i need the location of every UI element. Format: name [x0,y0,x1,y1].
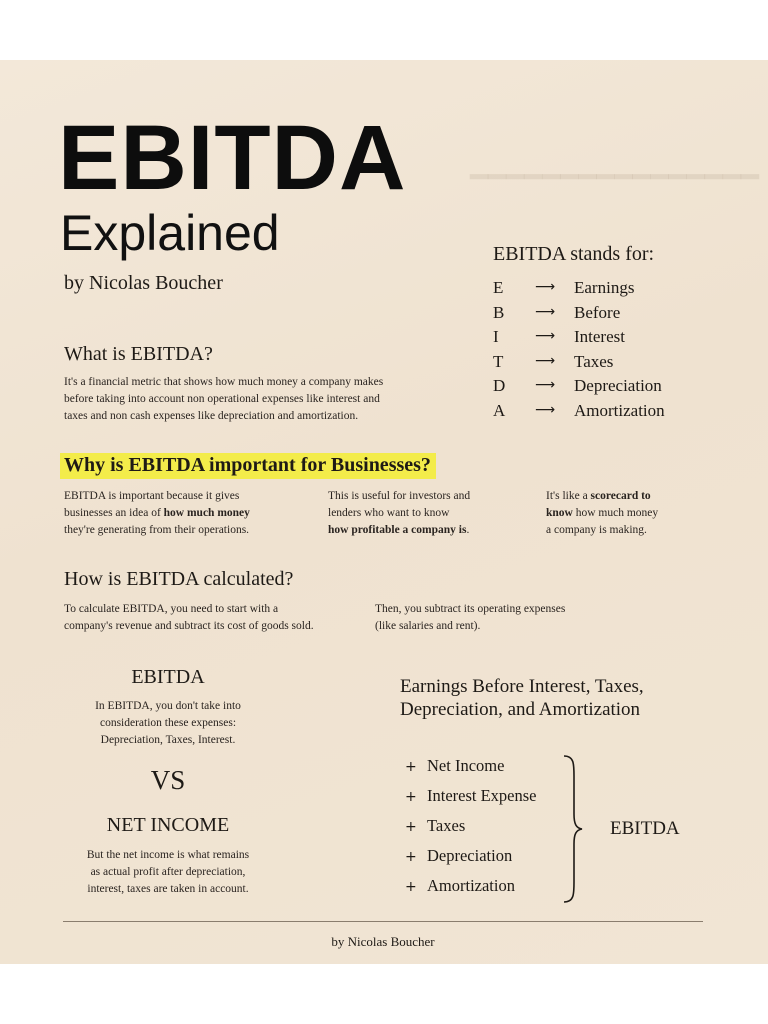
why-line: EBITDA is important because it gives [64,490,240,502]
acronym-letter: B [493,302,505,322]
arrow-right-icon: ⟶ [535,352,556,369]
why-column-3 [546,488,658,539]
formula-item-label: Amortization [427,876,515,895]
page-title: EBITDA [58,107,407,209]
compare-line: Depreciation, Taxes, Interest. [100,734,236,746]
acronym-row [493,352,693,377]
formula-item [405,756,537,786]
plus-icon: + [405,759,417,775]
footer-divider [63,921,703,922]
acronym-word: Depreciation [574,376,662,396]
what-line: before taking into account non operational expenses like interest and [64,393,380,405]
why-line [328,522,470,539]
what-line: taxes and non cash expenses like depreciation and amortization. [64,410,359,422]
formula-item-label: Net Income [427,756,505,775]
why-text: how much money [572,507,659,519]
formula-item [405,816,537,846]
arrow-right-icon: ⟶ [535,328,556,345]
page-paper [0,60,768,964]
why-line: they're generating from their operations. [64,524,250,536]
net-income-label: NET INCOME [106,814,230,836]
acronym-word: Earnings [574,278,635,297]
acronym-word: Taxes [574,351,614,371]
what-text [64,374,383,425]
formula-item [405,846,537,876]
arrow-right-icon: ⟶ [535,401,556,418]
author-byline: by Nicolas Boucher [64,272,223,294]
formula-items [405,756,537,906]
footer-author: by Nicolas Boucher [331,934,435,949]
plus-icon: + [405,849,417,865]
why-line [64,505,250,522]
formula-item [405,786,537,816]
why-emphasis: how profitable a company is [328,524,467,536]
compare-line: interest, taxes are taken in account. [87,883,249,895]
how-line: company's revenue and subtract its cost of goods sold. [64,620,314,632]
acronym-letter: E [493,278,504,297]
how-heading: How is EBITDA calculated? [64,568,294,590]
why-line: lenders who want to know [328,507,450,519]
formula-item-label: Taxes [427,816,466,835]
why-emphasis: know [546,507,573,519]
net-income-description [63,847,273,898]
ebitda-label: EBITDA [131,666,205,688]
plus-icon: + [405,819,417,835]
formula-result: EBITDA [610,818,680,839]
plus-icon: + [405,879,417,895]
formula-title-line: Depreciation, and Amortization [400,699,641,720]
compare-line: consideration these expenses: [99,717,237,729]
arrow-right-icon: ⟶ [535,279,556,295]
what-heading: What is EBITDA? [64,343,213,365]
formula-item [405,876,537,906]
why-column-2 [328,488,470,539]
compare-line: But the net income is what remains [86,849,250,861]
acronym-letter: I [493,327,499,347]
why-line [546,488,658,505]
acronym-word: Before [574,302,621,322]
how-left-text [64,601,314,635]
vs-label: VS [150,765,186,795]
why-emphasis: scorecard to [590,490,651,502]
why-text: . [466,524,470,536]
acronym-letter: A [493,400,506,420]
acronym-word: Amortization [574,400,665,420]
acronym-list [493,278,693,426]
why-emphasis: how much money [163,507,250,519]
formula-item-label: Interest Expense [427,786,537,805]
compare-line: In EBITDA, you don't take into [95,700,241,712]
formula-title [400,675,644,721]
why-line: This is useful for investors and [328,490,471,502]
acronym-row [493,327,693,352]
acronym-row [493,376,693,401]
formula-item-label: Depreciation [427,846,513,865]
compare-line: as actual profit after depreciation, [90,866,246,878]
ebitda-description [63,698,273,749]
plus-icon: + [405,789,417,805]
how-line: (like salaries and rent). [375,620,481,632]
why-line [546,505,658,522]
how-line: Then, you subtract its operating expenses [375,603,566,615]
acronym-row [493,401,693,426]
arrow-right-icon: ⟶ [535,377,556,394]
acronym-letter: T [493,351,504,371]
why-line: a company is making. [546,524,647,536]
acronym-word: Interest [574,327,625,347]
what-line: It's a financial metric that shows how much money a company makes [64,376,384,388]
why-column-1 [64,488,250,539]
arrow-right-icon: ⟶ [535,303,556,320]
why-text: businesses an idea of [64,507,164,519]
stands-for-heading: EBITDA stands for: [493,243,655,265]
page-subtitle: Explained [60,205,280,261]
acronym-row [493,278,693,303]
how-line: To calculate EBITDA, you need to start with a [64,603,279,615]
why-text: It's like a [546,490,591,502]
why-heading-highlighted: Why is EBITDA important for Businesses? [60,453,436,479]
background-texture: ━━━━━━━━━━━━━━━━ [470,161,759,194]
how-right-text [375,601,565,635]
formula-title-line: Earnings Before Interest, Taxes, [400,676,644,697]
acronym-letter: D [493,376,506,396]
curly-brace-icon [560,754,586,904]
acronym-row [493,303,693,328]
